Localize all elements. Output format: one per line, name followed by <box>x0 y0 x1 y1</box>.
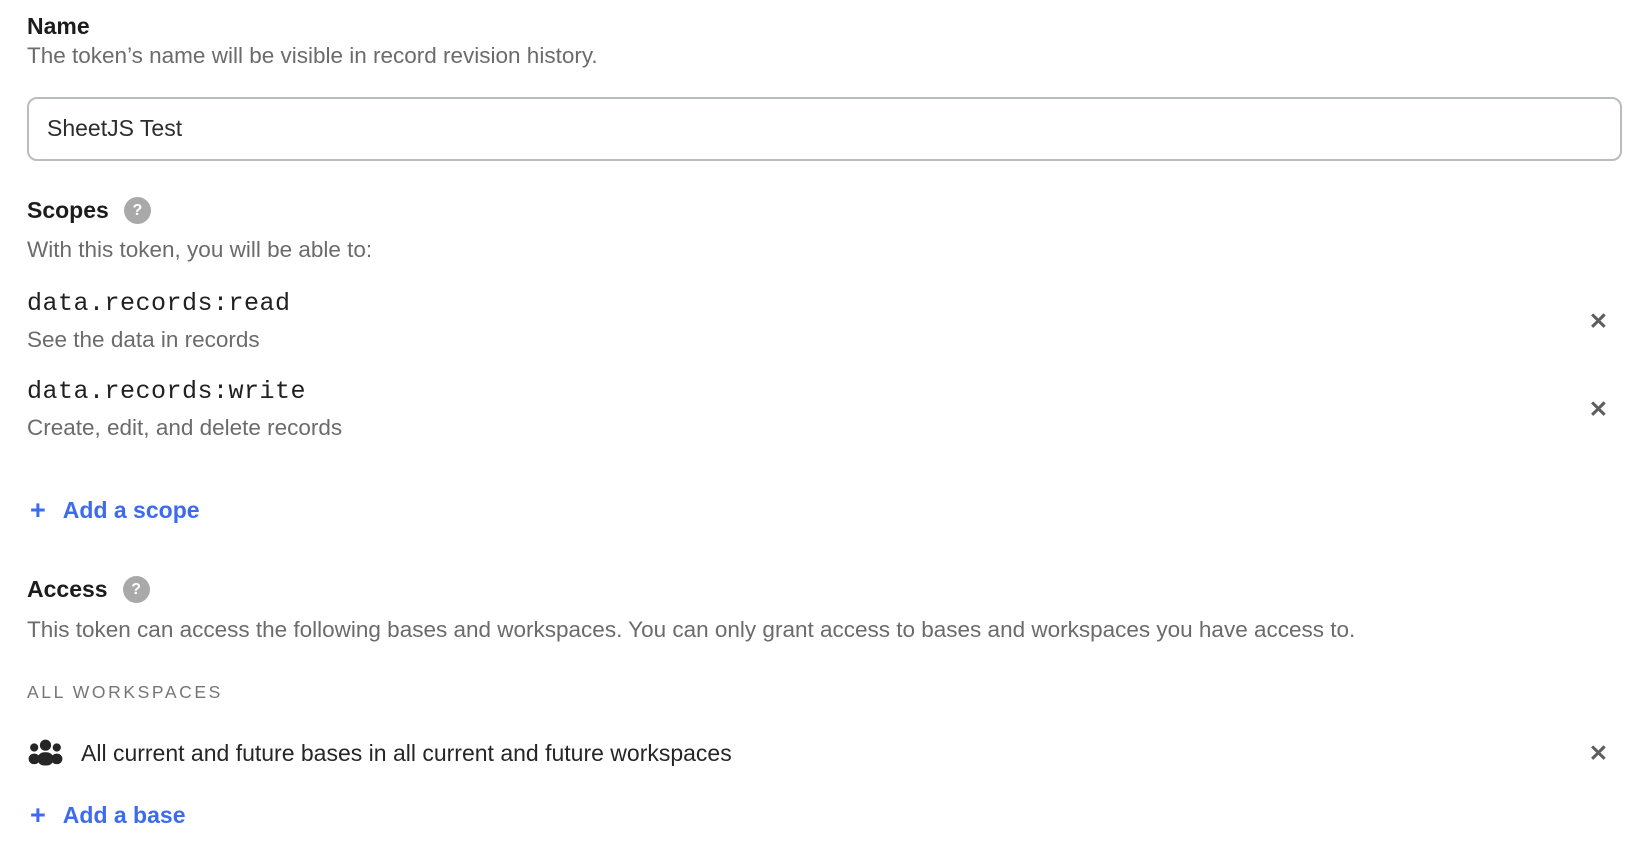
add-base-button[interactable] <box>30 802 186 829</box>
access-help-icon[interactable]: ? <box>123 576 150 603</box>
scope-text <box>27 289 291 354</box>
scope-description: Create, edit, and delete records <box>27 414 343 440</box>
plus-icon: + <box>30 495 46 526</box>
scopes-section <box>27 197 1622 524</box>
name-section <box>27 13 1622 161</box>
access-row <box>27 738 1622 768</box>
scope-name: data.records:write <box>27 376 307 406</box>
close-icon: ✕ <box>1588 739 1608 766</box>
scope-text <box>27 377 342 442</box>
scope-description: See the data in records <box>27 326 260 352</box>
add-scope-button[interactable] <box>30 497 200 524</box>
scope-row <box>27 289 1622 354</box>
scopes-heading-row <box>27 197 1622 225</box>
workspace-group-label: ALL WORKSPACES <box>27 682 223 703</box>
token-name-input[interactable] <box>27 97 1622 161</box>
scopes-intro-text: With this token, you will be able to: <box>27 237 373 263</box>
access-heading-row <box>27 576 1622 604</box>
scopes-help-icon[interactable]: ? <box>124 197 151 224</box>
remove-access-button[interactable] <box>1588 739 1622 766</box>
add-scope-label: Add a scope <box>62 497 200 524</box>
remove-scope-button[interactable] <box>1588 307 1622 334</box>
close-icon: ✕ <box>1588 396 1608 423</box>
people-group-icon <box>27 738 64 768</box>
access-section <box>27 576 1622 829</box>
access-section-title: Access <box>27 576 108 603</box>
name-section-title: Name <box>27 13 90 39</box>
remove-scope-button[interactable] <box>1589 398 1622 421</box>
close-icon: ✕ <box>1588 307 1608 334</box>
name-section-description: The token’s name will be visible in record revision history. <box>27 42 598 68</box>
add-base-label: Add a base <box>62 802 186 829</box>
scope-name: data.records:read <box>27 288 291 318</box>
scope-row <box>27 377 1622 442</box>
access-row-label: All current and future bases in all current and future workspaces <box>81 739 732 766</box>
plus-icon: + <box>30 800 46 831</box>
scopes-section-title: Scopes <box>27 196 109 223</box>
access-section-description: This token can access the following bases and workspaces. You can only grant access to bases and workspaces you have access to. <box>27 616 1356 642</box>
